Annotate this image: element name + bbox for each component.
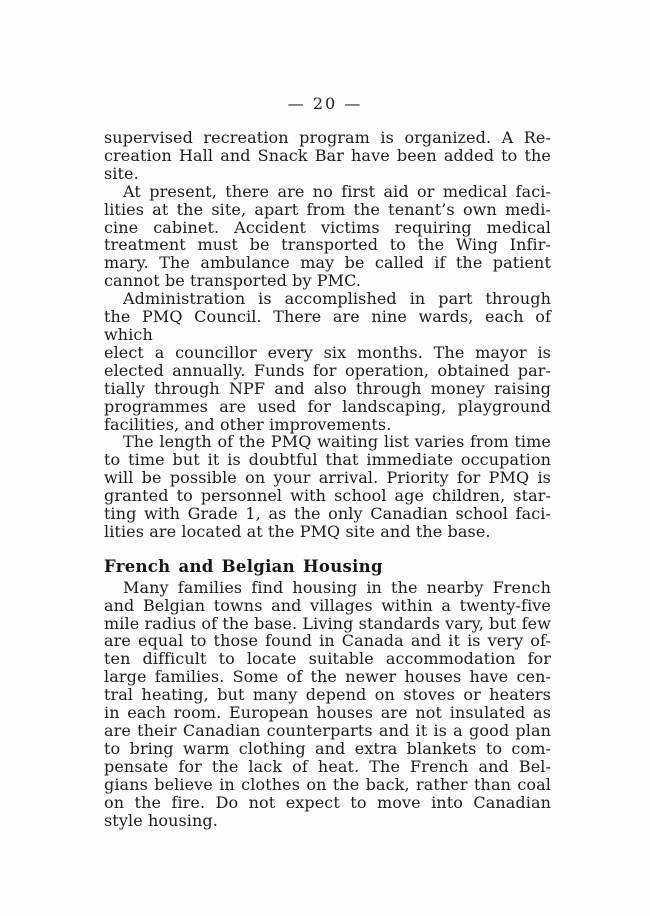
text-line: to time but it is doubtful that immediate occupation [104,450,551,470]
text-line: creation Hall and Snack Bar have been added to the [104,145,551,165]
text-line: mary. The ambulance may be called if the patient [104,253,551,273]
text-line: mile radius of the base. Living standards vary, but few [104,613,551,633]
text-line: tral heating, but many depend on stoves or heaters [104,685,551,705]
section-heading: French and Belgian Housing [104,556,383,576]
text-line: on the fire. Do not expect to move into Canadian [104,792,551,812]
text-line: Many families find housing in the nearby French [123,577,551,597]
text-line: to bring warm clothing and extra blankets to com- [104,738,551,758]
page-body [104,129,551,829]
text-line: elected annually. Funds for operation, obtained par- [104,360,551,380]
text-line: and Belgian towns and villages within a twenty-five [104,595,551,615]
text-line: pensate for the lack of heat. The French and Bel- [104,756,551,776]
text-line: programmes are used for landscaping, playground [104,396,551,416]
text-line: cine cabinet. Accident victims requiring medical [104,217,551,237]
text-line: large families. Some of the newer houses have cen- [104,667,551,687]
text-line: lities at the site, apart from the tenant’s own medi- [104,199,551,219]
text-line: style housing. [104,810,218,830]
text-line: The length of the PMQ waiting list varies from time [123,432,551,452]
text-line: tially through NPF and also through money raising [104,378,551,398]
text-line: facilities, and other improvements. [104,414,392,434]
text-line: ting with Grade 1, as the only Canadian school faci- [104,504,551,524]
page-number: — 20 — [287,94,363,113]
text-line: cannot be transported by PMC. [104,271,362,291]
text-line: are their Canadian counterparts and it is a good plan [104,721,551,740]
text-line: gians believe in clothes on the back, rather than coal [104,774,551,794]
text-line: Administration is accomplished in part through [123,289,551,309]
text-line: in each room. European houses are not insulated as [104,703,551,723]
text-line: elect a councillor every six months. The mayor is [104,342,551,362]
text-line: ten difficult to locate suitable accommodation for [104,649,551,669]
text-line: supervised recreation program is organized. A Re- [104,128,551,147]
text-line: the PMQ Council. There are nine wards, each of which [104,307,551,344]
text-line: granted to personnel with school age children, star- [104,486,551,506]
text-line: are equal to those found in Canada and it is very of- [104,631,551,651]
text-line: At present, there are no first aid or medical faci- [123,181,551,201]
text-line: site. [104,163,139,183]
text-line: treatment must be transported to the Wing Infir- [104,235,551,255]
text-line: will be possible on your arrival. Priority for PMQ is [104,468,551,488]
text-line: lities are located at the PMQ site and the base. [104,521,491,541]
